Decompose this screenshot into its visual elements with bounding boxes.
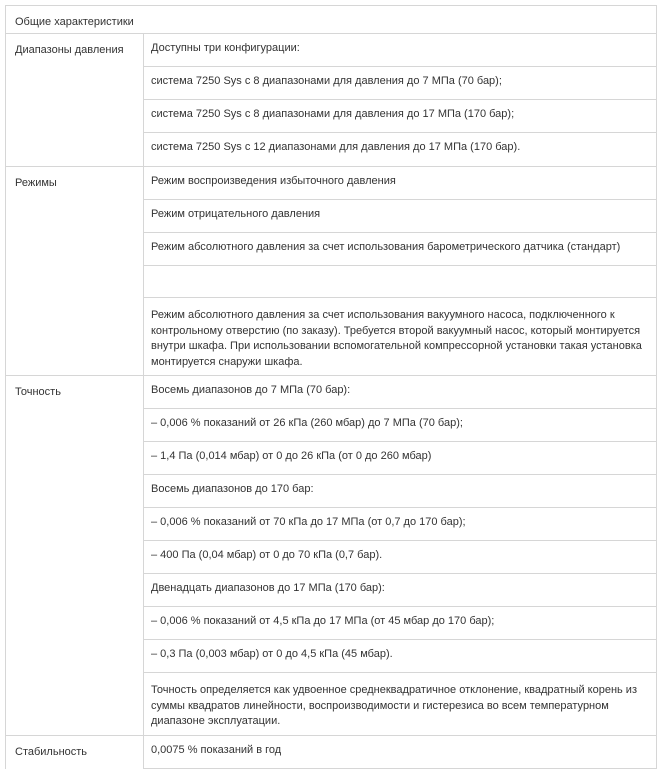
table-cell: Точность определяется как удвоенное среднеквадратичное отклонение, квадратный корень из суммы квадратов линейности, воспроизводимости и гистерезиса во всем температурном диапазоне эксплуатации. xyxy=(151,684,637,727)
table-cell: Доступны три конфигурации: xyxy=(144,34,656,67)
group-label: Режимы xyxy=(6,167,144,375)
group-accuracy xyxy=(5,376,657,736)
table-cell: – 0,006 % показаний от 4,5 кПа до 17 МПа (от 45 мбар до 170 бар); xyxy=(144,607,656,640)
group-label: Стабильность xyxy=(6,736,144,769)
group-cells xyxy=(144,736,656,769)
table-cell: Режим отрицательного давления xyxy=(144,200,656,233)
group-label: Точность xyxy=(6,376,144,735)
group-modes xyxy=(5,167,657,376)
table-title: Общие характеристики xyxy=(15,16,134,28)
group-cells xyxy=(144,376,656,735)
table-cell: Двенадцать диапазонов до 17 МПа (170 бар): xyxy=(144,574,656,607)
table-cell: – 400 Па (0,04 мбар) от 0 до 70 кПа (0,7 бар). xyxy=(144,541,656,574)
table-header-row xyxy=(5,5,657,34)
table-cell: 0,0075 % показаний в год xyxy=(144,736,656,769)
table-cell-empty xyxy=(144,266,656,298)
table-cell: – 0,3 Па (0,003 мбар) от 0 до 4,5 кПа (45 мбар). xyxy=(144,640,656,673)
table-cell: система 7250 Sys с 8 диапазонами для давления до 7 МПа (70 бар); xyxy=(144,67,656,100)
table-cell: система 7250 Sys с 8 диапазонами для давления до 17 МПа (170 бар); xyxy=(144,100,656,133)
specs-table xyxy=(5,5,657,769)
group-stability xyxy=(5,736,657,769)
table-cell: Режим абсолютного давления за счет использования барометрического датчика (стандарт) xyxy=(144,233,656,266)
group-pressure-ranges xyxy=(5,34,657,167)
table-cell: – 0,006 % показаний от 70 кПа до 17 МПа (от 0,7 до 170 бар); xyxy=(144,508,656,541)
table-cell: Восемь диапазонов до 7 МПа (70 бар): xyxy=(144,376,656,409)
table-cell: Восемь диапазонов до 170 бар: xyxy=(144,475,656,508)
table-cell: – 0,006 % показаний от 26 кПа (260 мбар) до 7 МПа (70 бар); xyxy=(144,409,656,442)
group-label: Диапазоны давления xyxy=(6,34,144,166)
group-cells xyxy=(144,34,656,166)
group-cells xyxy=(144,167,656,375)
table-cell: Режим воспроизведения избыточного давления xyxy=(144,167,656,200)
table-cell: система 7250 Sys с 12 диапазонами для давления до 17 МПа (170 бар). xyxy=(151,141,521,153)
table-cell: Режим абсолютного давления за счет использования вакуумного насоса, подключенного к контрольному отверстию (по заказу). Требуется второй вакуумный насос, который монтируется внутри шкафа. При использовании вспомогательной компрессорной установки такая установка монтируется снаружи шкафа. xyxy=(151,309,642,368)
table-cell: – 1,4 Па (0,014 мбар) от 0 до 26 кПа (от 0 до 260 мбар) xyxy=(144,442,656,475)
